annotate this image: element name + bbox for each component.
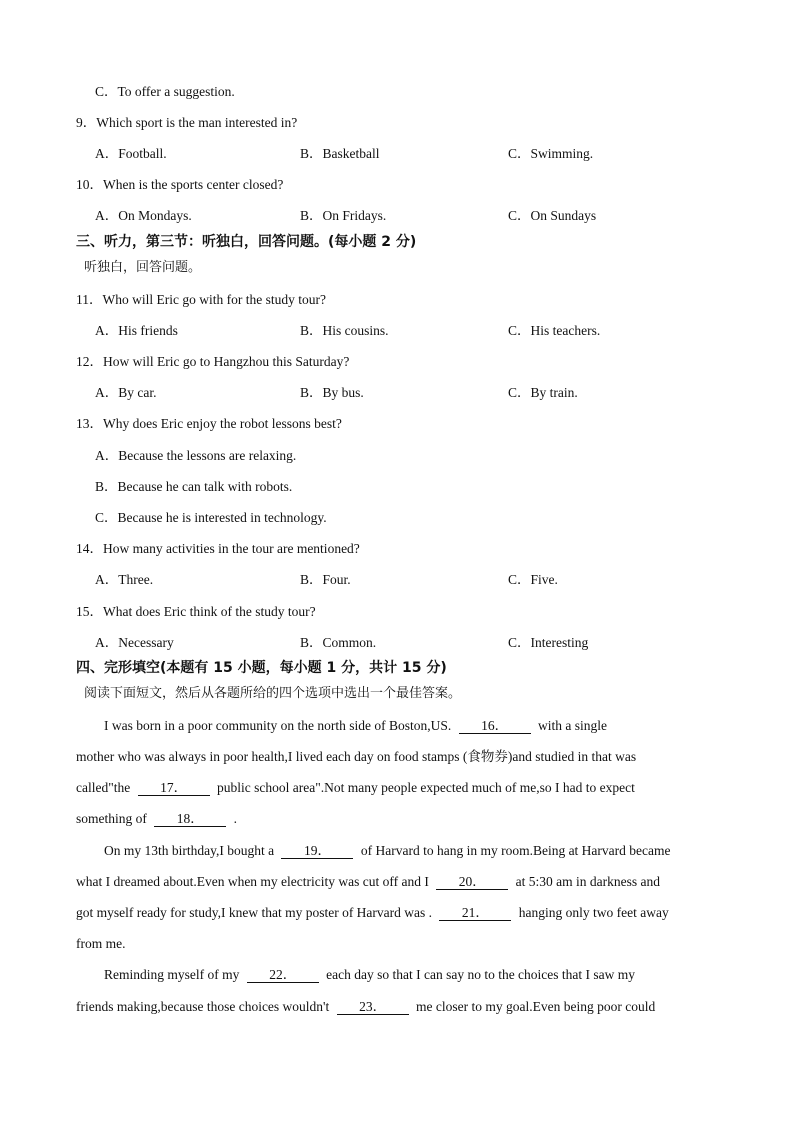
q11-option-c: C．His teachers.	[508, 323, 601, 338]
q8-option-c: C．To offer a suggestion.	[95, 84, 235, 99]
q15-stem: 15．What does Eric think of the study tour?	[76, 604, 316, 619]
passage-text: friends making,because those choices wouldn't	[76, 999, 330, 1014]
passage-p2-line4: from me.	[76, 936, 126, 951]
q11-stem: 11．Who will Eric go with for the study tour?	[76, 292, 326, 307]
blank-21: 21．	[439, 905, 511, 921]
passage-p1-line1	[104, 717, 607, 735]
q10-option-a: A．On Mondays.	[95, 208, 192, 223]
q14-option-b: B．Four.	[300, 572, 351, 587]
passage-text: with a single	[537, 718, 607, 733]
q14-option-a: A．Three.	[95, 572, 154, 587]
passage-text: at 5:30 am in darkness and	[515, 874, 660, 889]
passage-text: of Harvard to hang in my room.Being at Harvard became	[360, 843, 671, 858]
blank-22: 22．	[247, 967, 319, 983]
q11-option-b: B．His cousins.	[300, 323, 389, 338]
q9-option-b: B．Basketball	[300, 146, 380, 161]
q10-stem: 10．When is the sports center closed?	[76, 177, 284, 192]
passage-text: .	[233, 811, 237, 826]
passage-text: Reminding myself of my	[104, 967, 240, 982]
q10-option-b: B．On Fridays.	[300, 208, 387, 223]
passage-text: each day so that I can say no to the choices that I saw my	[326, 967, 636, 982]
q13-option-b: B．Because he can talk with robots.	[95, 479, 293, 494]
passage-p3-line2	[76, 998, 655, 1016]
blank-19: 19．	[281, 843, 353, 859]
q12-option-c: C．By train.	[508, 385, 578, 400]
passage-p1-line2: mother who was always in poor health,I lived each day on food stamps (食物券)and studied in that was	[76, 749, 637, 764]
q15-option-b: B．Common.	[300, 635, 377, 650]
q13-option-a: A．Because the lessons are relaxing.	[95, 448, 297, 463]
q9-option-c: C．Swimming.	[508, 146, 594, 161]
q12-stem: 12．How will Eric go to Hangzhou this Saturday?	[76, 354, 350, 369]
passage-text: what I dreamed about.Even when my electricity was cut off and I	[76, 874, 429, 889]
passage-text: me closer to my goal.Even being poor could	[416, 999, 656, 1014]
q10-option-c: C．On Sundays	[508, 208, 597, 223]
passage-p2-line3	[76, 904, 669, 922]
blank-17: 17．	[138, 780, 210, 796]
blank-16: 16．	[459, 718, 531, 734]
passage-text: got myself ready for study,I knew that my poster of Harvard was .	[76, 905, 433, 920]
passage-p2-line2	[76, 873, 660, 891]
passage-text: called"the	[76, 780, 131, 795]
section3-instruction: 听独白，回答问题。	[84, 260, 202, 275]
blank-20: 20．	[436, 874, 508, 890]
q13-stem: 13．Why does Eric enjoy the robot lessons best?	[76, 416, 342, 431]
blank-23: 23．	[337, 999, 409, 1015]
passage-text: something of	[76, 811, 147, 826]
q12-option-a: A．By car.	[95, 385, 157, 400]
passage-text: I was born in a poor community on the north side of Boston,US.	[104, 718, 452, 733]
q14-option-c: C．Five.	[508, 572, 558, 587]
q11-option-a: A．His friends	[95, 323, 178, 338]
passage-p3-line1	[104, 966, 635, 984]
passage-text: public school area".Not many people expected much of me,so I had to expect	[216, 780, 635, 795]
passage-text: hanging only two feet away	[518, 905, 669, 920]
passage-text: On my 13th birthday,I bought a	[104, 843, 275, 858]
section4-instruction: 阅读下面短文，然后从各题所给的四个选项中选出一个最佳答案。	[84, 686, 462, 701]
q15-option-a: A．Necessary	[95, 635, 174, 650]
q14-stem: 14．How many activities in the tour are mentioned?	[76, 541, 360, 556]
q12-option-b: B．By bus.	[300, 385, 364, 400]
q9-option-a: A．Football.	[95, 146, 167, 161]
blank-18: 18．	[154, 811, 226, 827]
section4-heading: 四、完形填空(本题有 15 小题，每小题 1 分，共计 15 分)	[76, 660, 447, 676]
passage-p1-line4	[76, 810, 237, 828]
section3-heading: 三、听力，第三节：听独白，回答问题。(每小题 2 分)	[76, 234, 417, 250]
passage-p2-line1	[104, 842, 671, 860]
q15-option-c: C．Interesting	[508, 635, 589, 650]
q9-stem: 9．Which sport is the man interested in?	[76, 115, 298, 130]
passage-p1-line3	[76, 779, 635, 797]
q13-option-c: C．Because he is interested in technology.	[95, 510, 327, 525]
